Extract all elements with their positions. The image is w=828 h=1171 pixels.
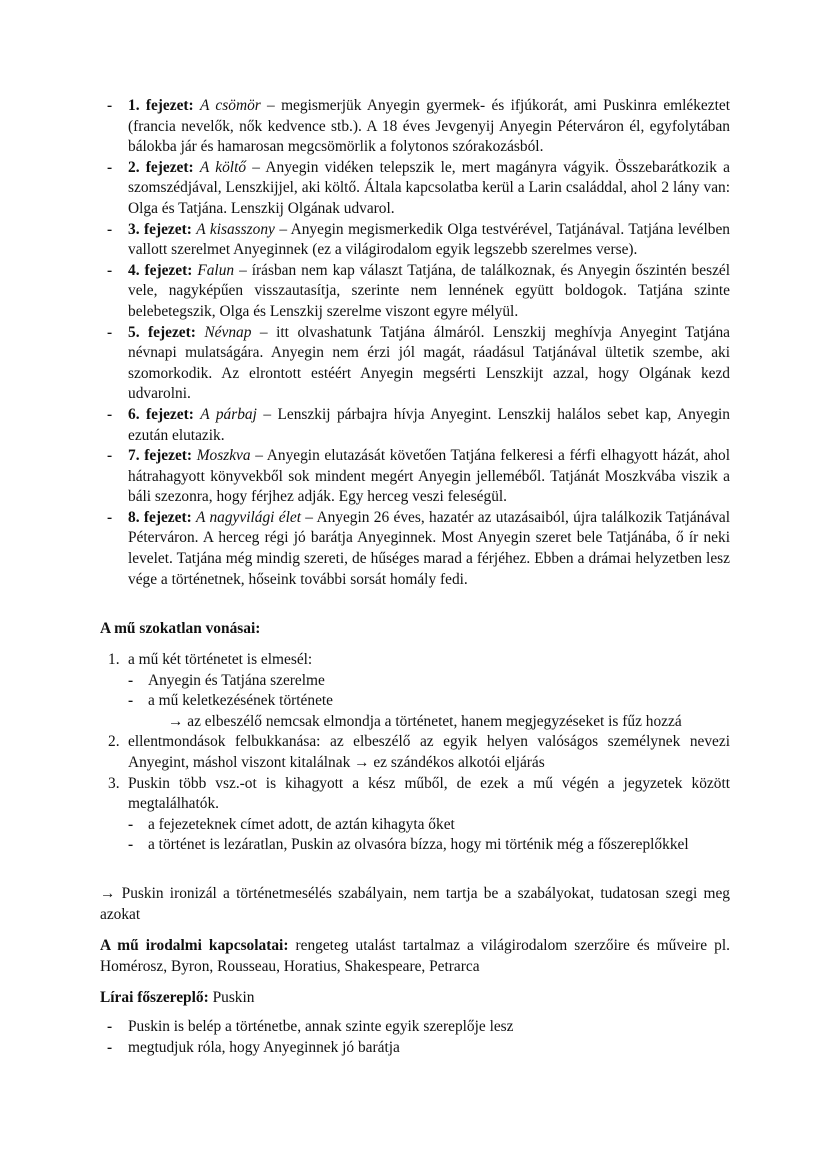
sub-list [128,815,730,856]
sub-item [128,671,730,692]
chapter-title: A kisasszony [196,220,275,238]
list-dash: - [107,261,113,279]
item-text: ellentmondások felbukkanása: az elbeszélő az egyik helyen valóságos személynek nevezi Anyegint, máshol viszont kitalálnak → ez szándékos alkotói eljárás [128,733,730,771]
chapter-title: A nagyvilági élet [196,508,301,526]
list-item-text: megtudjuk róla, hogy Anyeginnek jó barátja [128,1038,400,1056]
sub-item-text: a történet is lezáratlan, Puskin az olvasóra bízza, hogy mi történik még a főszereplőkkel [148,836,689,854]
chapter-title: A párbaj [200,405,257,423]
list-dash: - [128,815,134,833]
sub-item [128,835,730,856]
sub-item [128,815,730,836]
item-number: 2. [108,733,120,751]
irony-paragraph: → Puskin ironizál a történetmesélés szabályain, nem tartja be a szabályokat, tudatosan szegi meg azokat [100,885,730,923]
list-item [100,1038,730,1059]
arrow-note: → az elbeszélő nemcsak elmondja a történetet, hanem megjegyzéseket is fűz hozzá [168,712,682,730]
chapter-title: Moszkva [196,447,251,465]
list-dash: - [128,836,134,854]
sub-item [128,691,730,732]
connections-label: A mű irodalmi kapcsolatai: [100,937,289,954]
unusual-list [100,650,730,856]
lyric-text: Puskin [208,989,255,1006]
connections-text: rengeteg utalást tartalmaz a világirodalom szerzőire és műveire pl. Homérosz, Byron, Rousseau, Horatius, Shakespeare, Petrarca [100,937,730,975]
chapter-title: A költő [199,158,247,176]
list-item [100,1017,730,1038]
chapter-label: 8. fejezet: [128,508,192,526]
list-dash: - [107,1038,113,1056]
chapter-list [100,96,730,590]
list-dash: - [128,671,134,689]
chapter-text: – itt olvashatunk Tatjána álmáról. Lenszkij meghívja Anyegint Tatjána névnapi mulatságára. Anyegin nem érzi jól magát, ráadásul Tatjánával ültetik szembe, aki szomorkodik. Az elrontott estéért Anyegin megsérti Lenszkijt azzal, hogy Olgának kezd udvarolni. [128,323,730,403]
chapter-item [100,405,730,446]
list-dash: - [107,1018,113,1035]
lyric-label: Lírai főszereplő: [100,989,209,1006]
chapter-text: – Lenszkij párbajra hívja Anyegint. Lenszkij halálos sebet kap, Anyegin ezután elutazik. [128,405,730,444]
unusual-item [100,732,730,773]
item-number: 1. [108,651,120,668]
chapter-label: 1. fejezet: [128,97,194,114]
chapter-label: 3. fejezet: [128,220,192,238]
lyric-paragraph [100,988,730,1009]
chapter-item [100,261,730,323]
list-item-text: Puskin is belép a történetbe, annak szinte egyik szereplője lesz [128,1018,514,1035]
connections-paragraph [100,936,730,977]
chapter-title: A csömör [200,97,261,114]
list-dash: - [107,447,113,465]
chapter-title: Névnap [204,323,252,341]
unusual-item [100,774,730,856]
chapter-item [100,220,730,261]
chapter-item [100,508,730,590]
sub-item-text: a mű keletkezésének története [148,692,334,710]
chapter-label: 5. fejezet: [128,323,196,341]
chapter-text: – írásban nem kap választ Tatjána, de találkoznak, és Anyegin őszintén beszél vele, nagyképűen visszautasítja, szerinte nem lennének együtt boldogok. Tatjána szinte belebetegszik, Olga és Lenszkij szerelme viszont egyre mélyül. [128,261,731,320]
chapter-text: – megismerjük Anyegin gyermek- és ifjúkorát, ami Puskinra emlékeztet (francia nevelők, nők kedvence stb.). A 18 éves Jevgenyij Anyegin Péterváron él, egyfolytában bálokba jár és hamarosan megcsömörlik a folytonos szórakozásból. [128,97,730,156]
list-dash: - [107,220,113,238]
item-text: a mű két történetet is elmesél: [128,651,313,668]
unusual-heading: A mű szokatlan vonásai: [100,620,261,637]
list-dash: - [107,323,113,341]
chapter-label: 6. fejezet: [128,405,194,423]
chapter-text: – Anyegin 26 éves, hazatér az utazásaiból, újra találkozik Tatjánával Péterváron. A herceg régi jó barátja Anyeginnek. Most Anyegin szeret bele Tatjánába, ő ír neki levelet. Tatjána még mindig szereti, de hűséges marad a férjéhez. Ebben a drámai helyzetben lesz vége a történetnek, hőseink további sorsát homály fedi. [128,508,730,588]
chapter-label: 4. fejezet: [128,261,193,279]
chapter-item [100,323,730,405]
chapter-text: – Anyegin megismerkedik Olga testvérével, Tatjánával. Tatjána levélben vallott szerelmet Anyeginnek (ez a világirodalom egyik legszebb szerelmes verse). [128,220,731,259]
chapter-title: Falun [197,261,235,279]
chapter-text: – Anyegin vidéken telepszik le, mert magányra vágyik. Összebarátkozik a szomszédjával, Lenszkijjel, aki költő. Általa kapcsolatba kerül a Larin családdal, ahol 2 lány van: Olga és Tatjána. Lenszkij Olgának udvarol. [128,158,730,217]
list-dash: - [107,508,113,526]
chapter-label: 7. fejezet: [128,447,193,465]
list-dash: - [107,405,113,423]
chapter-item [100,158,730,220]
sub-list [128,671,730,733]
chapter-item [100,96,730,158]
chapter-label: 2. fejezet: [128,158,194,176]
list-dash: - [107,97,113,114]
chapter-item [100,446,730,508]
lyric-list [100,1017,730,1058]
sub-item-text: Anyegin és Tatjána szerelme [148,671,325,689]
item-text: Puskin több vsz.-ot is kihagyott a kész műből, de ezek a mű végén a jegyzetek között megtalálhatók. [128,774,730,813]
sub-item-text: a fejezeteknek címet adott, de aztán kihagyta őket [148,815,455,833]
list-dash: - [107,158,113,176]
unusual-item [100,650,730,732]
item-number: 3. [108,774,120,792]
list-dash: - [128,692,134,710]
chapter-text: – Anyegin elutazását követően Tatjána felkeresi a férfi elhagyott házát, ahol hátrahagyott könyvekből sok mindent megért Anyegin jelleméből. Tatjánát Moszkvába viszik a báli szezonra, hogy férjhez adják. Egy herceg veszi feleségül. [128,447,731,506]
